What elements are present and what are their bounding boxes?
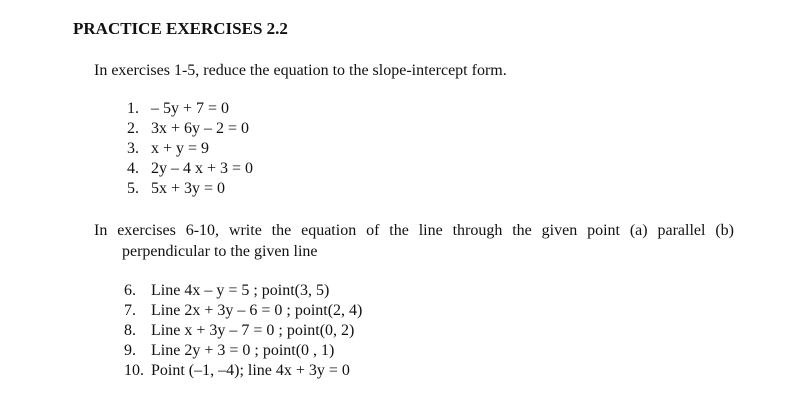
list-item bbox=[124, 321, 362, 341]
page-title: PRACTICE EXERCISES 2.2 bbox=[73, 19, 288, 38]
list-item bbox=[124, 281, 362, 301]
item-problem: Line 2x + 3y – 6 = 0 ; point(2, 4) bbox=[151, 302, 363, 319]
item-number: 4. bbox=[127, 160, 139, 177]
list-item bbox=[124, 301, 362, 321]
item-equation: 3x + 6y – 2 = 0 bbox=[151, 120, 250, 137]
item-number: 1. bbox=[127, 100, 139, 117]
item-number: 5. bbox=[127, 180, 139, 197]
item-problem: Line 4x – y = 5 ; point(3, 5) bbox=[151, 282, 330, 299]
item-number: 9. bbox=[124, 342, 136, 359]
item-problem: Line x + 3y – 7 = 0 ; point(0, 2) bbox=[151, 322, 355, 339]
section2-instruction bbox=[94, 220, 734, 262]
item-number: 6. bbox=[124, 282, 136, 299]
item-equation: 5x + 3y = 0 bbox=[151, 180, 226, 197]
item-number: 10. bbox=[124, 362, 144, 379]
list-item bbox=[127, 119, 253, 139]
section1-instruction: In exercises 1-5, reduce the equation to the slope-intercept form. bbox=[94, 62, 507, 79]
item-equation: – 5y + 7 = 0 bbox=[151, 100, 230, 117]
item-equation: x + y = 9 bbox=[151, 140, 210, 157]
exercise-list-2 bbox=[124, 281, 362, 381]
item-number: 7. bbox=[124, 302, 136, 319]
list-item bbox=[124, 361, 362, 381]
list-item bbox=[124, 341, 362, 361]
item-number: 3. bbox=[127, 140, 139, 157]
item-equation: 2y – 4 x + 3 = 0 bbox=[151, 160, 254, 177]
section2-instruction-line2: perpendicular to the given line bbox=[122, 243, 318, 260]
item-problem: Point (–1, –4); line 4x + 3y = 0 bbox=[151, 362, 350, 379]
item-problem: Line 2y + 3 = 0 ; point(0 , 1) bbox=[151, 342, 335, 359]
list-item bbox=[127, 139, 253, 159]
list-item bbox=[127, 159, 253, 179]
item-number: 2. bbox=[127, 120, 139, 137]
list-item bbox=[127, 179, 253, 199]
list-item bbox=[127, 99, 253, 119]
exercise-list-1 bbox=[127, 99, 253, 199]
section2-instruction-line1: In exercises 6-10, write the equation of the line through the given point (a) parallel (b) bbox=[94, 222, 734, 239]
item-number: 8. bbox=[124, 322, 136, 339]
